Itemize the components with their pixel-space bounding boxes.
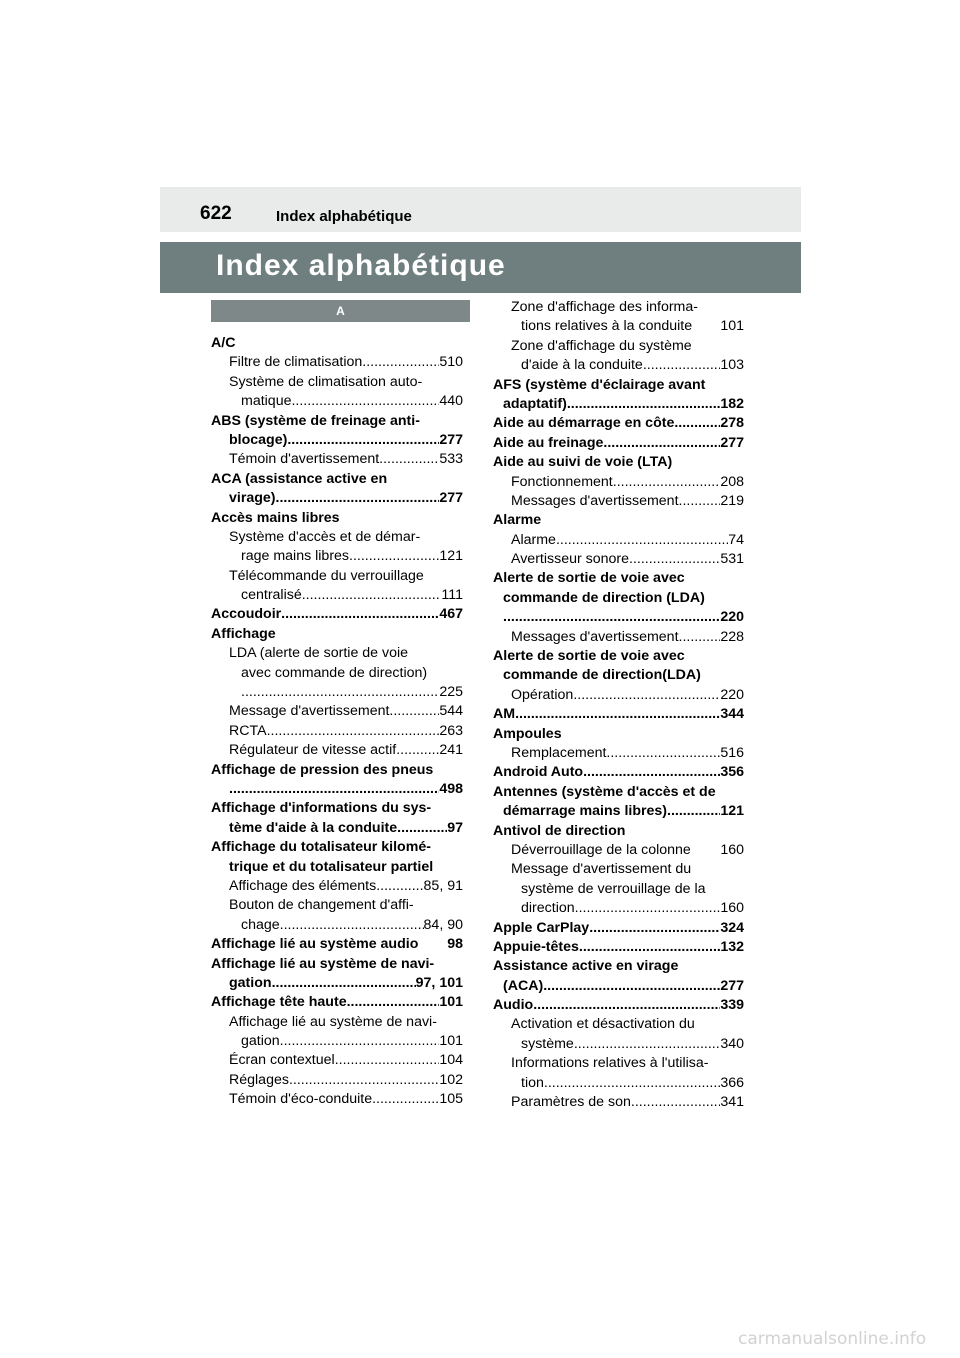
index-page-number: 101 — [720, 318, 744, 335]
index-entry — [493, 434, 744, 453]
index-entry — [211, 819, 463, 838]
dot-leader — [302, 586, 442, 605]
index-page-number: 340 — [720, 1035, 744, 1052]
index-entry — [211, 450, 463, 469]
index-entry-text: Zone d'affichage des informa- — [511, 299, 698, 315]
index-entry — [211, 916, 463, 935]
dot-leader — [280, 1032, 440, 1051]
index-entry-text: adaptatif) — [503, 395, 567, 412]
index-entry — [211, 431, 463, 450]
dot-leader — [241, 683, 439, 702]
index-entry-text: centralisé — [241, 587, 302, 604]
index-entry — [493, 763, 744, 782]
index-entry — [211, 392, 463, 411]
index-entry-text: Régulateur de vitesse actif — [229, 742, 397, 759]
index-entry — [493, 822, 744, 841]
index-entry — [493, 957, 744, 976]
index-entry — [211, 586, 463, 605]
index-entry-text: Remplacement — [511, 744, 607, 761]
index-page-number: 241 — [439, 742, 463, 759]
index-entry — [493, 705, 744, 724]
index-entry — [211, 1071, 463, 1090]
dot-leader — [503, 608, 720, 627]
index-page-number: 84, 90 — [423, 916, 463, 933]
index-entry — [493, 1054, 744, 1073]
index-page-number: 101 — [439, 1033, 463, 1050]
dot-leader — [289, 1071, 439, 1090]
index-entry — [211, 761, 463, 780]
index-entry — [211, 353, 463, 372]
dot-leader — [606, 744, 720, 763]
index-entry — [493, 1074, 744, 1093]
dot-leader — [349, 547, 439, 566]
index-page-number: 277 — [720, 434, 744, 451]
index-entry-text: A/C — [211, 335, 236, 351]
index-page-number: 105 — [439, 1091, 463, 1108]
index-entry-text: Bouton de changement d'affi- — [229, 897, 414, 914]
index-entry-text: Affichage lié au système de navi- — [229, 1013, 437, 1030]
index-entry — [493, 880, 744, 899]
page-title: Index alphabétique — [216, 249, 506, 282]
index-entry — [211, 1013, 463, 1032]
index-entry-text: tème d'aide à la conduite — [229, 819, 398, 836]
index-entry-text: Alarme — [493, 512, 542, 529]
dot-leader — [267, 722, 440, 741]
index-entry — [493, 376, 744, 395]
index-entry-text: démarrage mains libres) — [503, 803, 668, 820]
index-entry-text: Affichage lié au système de navi- — [211, 955, 435, 972]
index-entry-text: Filtre de climatisation — [229, 354, 363, 371]
index-entry-text: RCTA — [229, 722, 267, 739]
index-page-number: 278 — [720, 415, 744, 432]
index-page-number: 228 — [720, 628, 744, 645]
index-entry-text: Android Auto — [493, 764, 584, 781]
index-entry-text: Ampoules — [493, 725, 562, 742]
index-page-number: 97 — [447, 819, 463, 836]
index-page-number: 111 — [441, 587, 463, 604]
index-page-number: 208 — [720, 473, 744, 490]
dot-leader — [515, 705, 720, 724]
index-page-number: 356 — [720, 764, 744, 781]
index-entry — [211, 412, 463, 431]
index-entry-text: ACA (assistance active en — [211, 470, 388, 487]
index-page-number: 121 — [439, 548, 463, 565]
dot-leader — [679, 628, 721, 647]
index-entry-text: Témoin d'éco-conduite — [229, 1091, 373, 1108]
index-entry-text: rage mains libres — [241, 548, 350, 565]
index-entry-text: commande de direction (LDA) — [503, 589, 705, 606]
index-entry — [493, 356, 744, 375]
dot-leader — [276, 489, 440, 508]
dot-leader — [583, 763, 720, 782]
index-entry-text: Antivol de direction — [493, 822, 626, 839]
index-entry-text: Système d'accès et de démar- — [229, 528, 421, 545]
index-entry-text: gation — [229, 974, 272, 991]
index-column-right — [493, 298, 744, 1112]
dot-leader — [362, 353, 439, 372]
index-entry — [211, 877, 463, 896]
index-entry — [211, 489, 463, 508]
dot-leader — [543, 977, 720, 996]
index-page-number: 104 — [439, 1052, 463, 1069]
index-entry-text: AFS (système d'éclairage avant — [493, 376, 706, 393]
index-page-number: 121 — [720, 803, 744, 820]
index-page-number: 533 — [439, 451, 463, 468]
index-page-number: 339 — [720, 997, 744, 1014]
header-band — [160, 187, 801, 232]
index-page-number: 277 — [439, 490, 463, 507]
dot-leader — [603, 434, 720, 453]
index-entry — [211, 780, 463, 799]
index-entry-text: Affichage du totalisateur kilomé- — [211, 839, 431, 856]
running-header-title: Index alphabétique — [276, 208, 412, 225]
dot-leader — [281, 605, 439, 624]
dot-leader — [335, 1051, 440, 1070]
index-page-number: 324 — [720, 919, 744, 936]
dot-leader — [376, 877, 423, 896]
index-entry — [211, 838, 463, 857]
index-page-number: 220 — [720, 686, 744, 703]
dot-leader — [291, 392, 439, 411]
index-entry-text: Écran contextuel — [229, 1052, 335, 1069]
index-page-number: 341 — [720, 1094, 744, 1111]
index-entry — [493, 725, 744, 744]
index-page-number: 366 — [720, 1074, 744, 1091]
watermark: carmanualsonline.info — [738, 1329, 927, 1349]
index-entry-text: Affichage tête haute — [211, 994, 347, 1011]
index-entry-text: Antennes (système d'accès et de — [493, 783, 716, 800]
index-page-number: 160 — [720, 841, 744, 858]
index-entry — [211, 644, 463, 663]
dot-leader — [667, 802, 720, 821]
index-entry — [211, 664, 463, 683]
index-page-number: 510 — [439, 354, 463, 371]
dot-leader — [280, 916, 424, 935]
page-number: 622 — [200, 203, 232, 224]
dot-leader — [533, 996, 720, 1015]
dot-leader — [679, 492, 721, 511]
index-entry-text: chage — [241, 916, 280, 933]
index-entry-text: tion — [521, 1074, 544, 1091]
index-column-left — [211, 334, 463, 1110]
index-entry-text: Alarme — [511, 531, 556, 548]
index-entry — [493, 996, 744, 1015]
index-entry — [493, 414, 744, 433]
index-entry-text: Apple CarPlay — [493, 919, 590, 936]
index-entry-text: Paramètres de son — [511, 1094, 631, 1111]
dot-leader — [397, 819, 447, 838]
dot-leader — [643, 356, 721, 375]
index-entry-text: trique et du totalisateur partiel — [229, 858, 434, 875]
index-entry-text: blocage) — [229, 431, 288, 448]
index-page-number: 182 — [720, 395, 744, 412]
index-entry — [211, 1032, 463, 1051]
index-page-number: 467 — [439, 606, 463, 623]
dot-leader — [544, 1074, 720, 1093]
index-entry-text: Affichage d'informations du sys- — [211, 800, 432, 817]
index-entry — [493, 589, 744, 608]
index-entry — [493, 317, 744, 336]
dot-leader — [379, 450, 439, 469]
index-entry-text: (ACA) — [503, 977, 544, 994]
index-entry-text: Activation et désactivation du — [511, 1016, 695, 1033]
index-entry-text: Affichage des éléments — [229, 877, 377, 894]
index-page-number: 132 — [720, 938, 744, 955]
index-entry-text: Informations relatives à l'utilisa- — [511, 1055, 709, 1072]
index-entry-text: LDA (alerte de sortie de voie — [229, 645, 409, 662]
index-entry — [493, 860, 744, 879]
index-page-number: 101 — [439, 994, 463, 1011]
dot-leader — [567, 395, 720, 414]
index-entry — [211, 896, 463, 915]
index-entry-text: Alerte de sortie de voie avec — [493, 648, 685, 665]
index-page-number: 103 — [720, 357, 744, 374]
index-page-number: 277 — [439, 431, 463, 448]
dot-leader — [613, 473, 721, 492]
index-entry-text: tions relatives à la conduite — [521, 318, 693, 335]
index-page-number: 498 — [439, 780, 463, 797]
index-entry — [211, 334, 463, 353]
index-entry — [211, 702, 463, 721]
index-entry-text: Audio — [493, 997, 534, 1014]
index-entry-text: gation — [241, 1033, 280, 1050]
index-entry — [493, 647, 744, 666]
index-entry-text: Réglages — [229, 1071, 289, 1088]
index-entry — [211, 470, 463, 489]
index-entry-text: Alerte de sortie de voie avec — [493, 570, 685, 587]
dot-leader — [573, 686, 720, 705]
index-entry-text: Aide au démarrage en côte — [493, 415, 675, 432]
index-entry — [211, 547, 463, 566]
index-entry — [493, 977, 744, 996]
index-entry-text: avec commande de direction) — [241, 664, 428, 681]
index-entry-text: Fonctionnement — [511, 473, 613, 490]
index-entry-text: Messages d'avertissement — [511, 628, 679, 645]
index-entry — [211, 741, 463, 760]
index-entry — [493, 628, 744, 647]
section-letter-bar: A — [211, 300, 470, 322]
index-entry — [493, 395, 744, 414]
index-entry — [211, 858, 463, 877]
index-entry — [493, 531, 744, 550]
index-entry-text: direction — [521, 900, 575, 917]
index-entry-text: Témoin d'avertissement — [229, 451, 380, 468]
dot-leader — [575, 899, 721, 918]
index-entry — [211, 509, 463, 528]
index-entry — [211, 935, 463, 954]
index-entry — [493, 511, 744, 530]
index-page-number: 160 — [720, 900, 744, 917]
index-entry — [211, 799, 463, 818]
dot-leader — [574, 1035, 721, 1054]
index-entry-text: Zone d'affichage du système — [511, 337, 692, 354]
index-entry — [211, 974, 463, 993]
index-entry — [493, 1035, 744, 1054]
index-entry — [493, 298, 744, 317]
index-entry — [211, 605, 463, 624]
index-entry-text: Aide au suivi de voie (LTA) — [493, 454, 673, 471]
index-entry — [493, 938, 744, 957]
index-entry-text: Message d'avertissement — [229, 703, 390, 720]
index-page-number: 219 — [720, 492, 744, 509]
dot-leader — [631, 1093, 720, 1112]
index-entry — [493, 841, 744, 860]
index-page-number: 344 — [720, 706, 744, 723]
index-entry — [211, 993, 463, 1012]
dot-leader — [347, 993, 440, 1012]
index-entry-text: Accoudoir — [211, 606, 282, 623]
index-entry — [493, 783, 744, 802]
index-entry — [493, 473, 744, 492]
index-page-number: 263 — [439, 722, 463, 739]
index-entry-text: Système de climatisation auto- — [229, 373, 423, 390]
dot-leader — [287, 431, 439, 450]
index-page-number: 277 — [720, 977, 744, 994]
index-page-number: 220 — [720, 609, 744, 626]
dot-leader — [229, 780, 439, 799]
index-page-number: 225 — [439, 684, 463, 701]
dot-leader — [389, 702, 439, 721]
index-entry — [493, 899, 744, 918]
index-entry — [211, 1090, 463, 1109]
index-entry-text: Opération — [511, 686, 574, 703]
index-page-number: 97, 101 — [415, 974, 463, 991]
index-entry-text: Affichage lié au système audio — [211, 936, 419, 953]
index-entry — [493, 744, 744, 763]
index-entry — [211, 567, 463, 586]
index-entry-text: commande de direction(LDA) — [503, 667, 701, 684]
index-entry-text: Aide au freinage — [493, 434, 604, 451]
index-entry-text: système — [521, 1035, 574, 1052]
index-entry — [211, 955, 463, 974]
index-page-number: 544 — [439, 703, 463, 720]
index-entry — [493, 666, 744, 685]
index-entry — [493, 569, 744, 588]
dot-leader — [629, 550, 720, 569]
index-entry — [493, 919, 744, 938]
index-page-number: 74 — [728, 531, 744, 548]
index-entry-text: Appuie-têtes — [493, 938, 579, 955]
dot-leader — [396, 741, 439, 760]
index-entry-text: Déverrouillage de la colonne — [511, 841, 691, 858]
index-entry — [211, 722, 463, 741]
index-page-number: 98 — [447, 936, 463, 953]
index-entry-text: d'aide à la conduite — [521, 357, 643, 374]
index-entry — [211, 683, 463, 702]
index-entry — [493, 550, 744, 569]
index-entry — [493, 1015, 744, 1034]
dot-leader — [579, 938, 720, 957]
index-entry-text: Avertisseur sonore — [511, 551, 630, 568]
index-entry — [493, 453, 744, 472]
dot-leader — [272, 974, 416, 993]
dot-leader — [589, 919, 720, 938]
index-entry-text: virage) — [229, 490, 276, 507]
index-entry — [493, 686, 744, 705]
index-entry-text: Affichage — [211, 625, 276, 642]
index-entry-text: ABS (système de freinage anti- — [211, 412, 420, 429]
index-page-number: 516 — [720, 744, 744, 761]
index-entry-text: Affichage de pression des pneus — [211, 761, 434, 778]
index-entry-text: AM — [493, 706, 516, 723]
index-entry — [493, 492, 744, 511]
index-entry-text: système de verrouillage de la — [521, 880, 706, 897]
index-entry-text: Accès mains libres — [211, 509, 340, 526]
index-entry — [493, 337, 744, 356]
dot-leader — [372, 1090, 439, 1109]
dot-leader — [556, 531, 728, 550]
index-page-number: 440 — [439, 393, 463, 410]
index-entry — [211, 625, 463, 644]
index-entry-text: Télécommande du verrouillage — [229, 567, 424, 584]
index-page-number: 531 — [720, 551, 744, 568]
index-entry-text: Message d'avertissement du — [511, 861, 692, 878]
index-page-number: 85, 91 — [423, 877, 463, 894]
index-entry — [211, 1051, 463, 1070]
index-entry-text: matique — [241, 393, 292, 410]
index-entry-text: Assistance active en virage — [493, 958, 679, 975]
index-entry — [211, 528, 463, 547]
index-entry — [493, 1093, 744, 1112]
index-entry — [493, 608, 744, 627]
index-entry — [211, 373, 463, 392]
index-entry — [493, 802, 744, 821]
dot-leader — [674, 414, 720, 433]
index-entry-text: Messages d'avertissement — [511, 492, 679, 509]
index-page-number: 102 — [439, 1071, 463, 1088]
